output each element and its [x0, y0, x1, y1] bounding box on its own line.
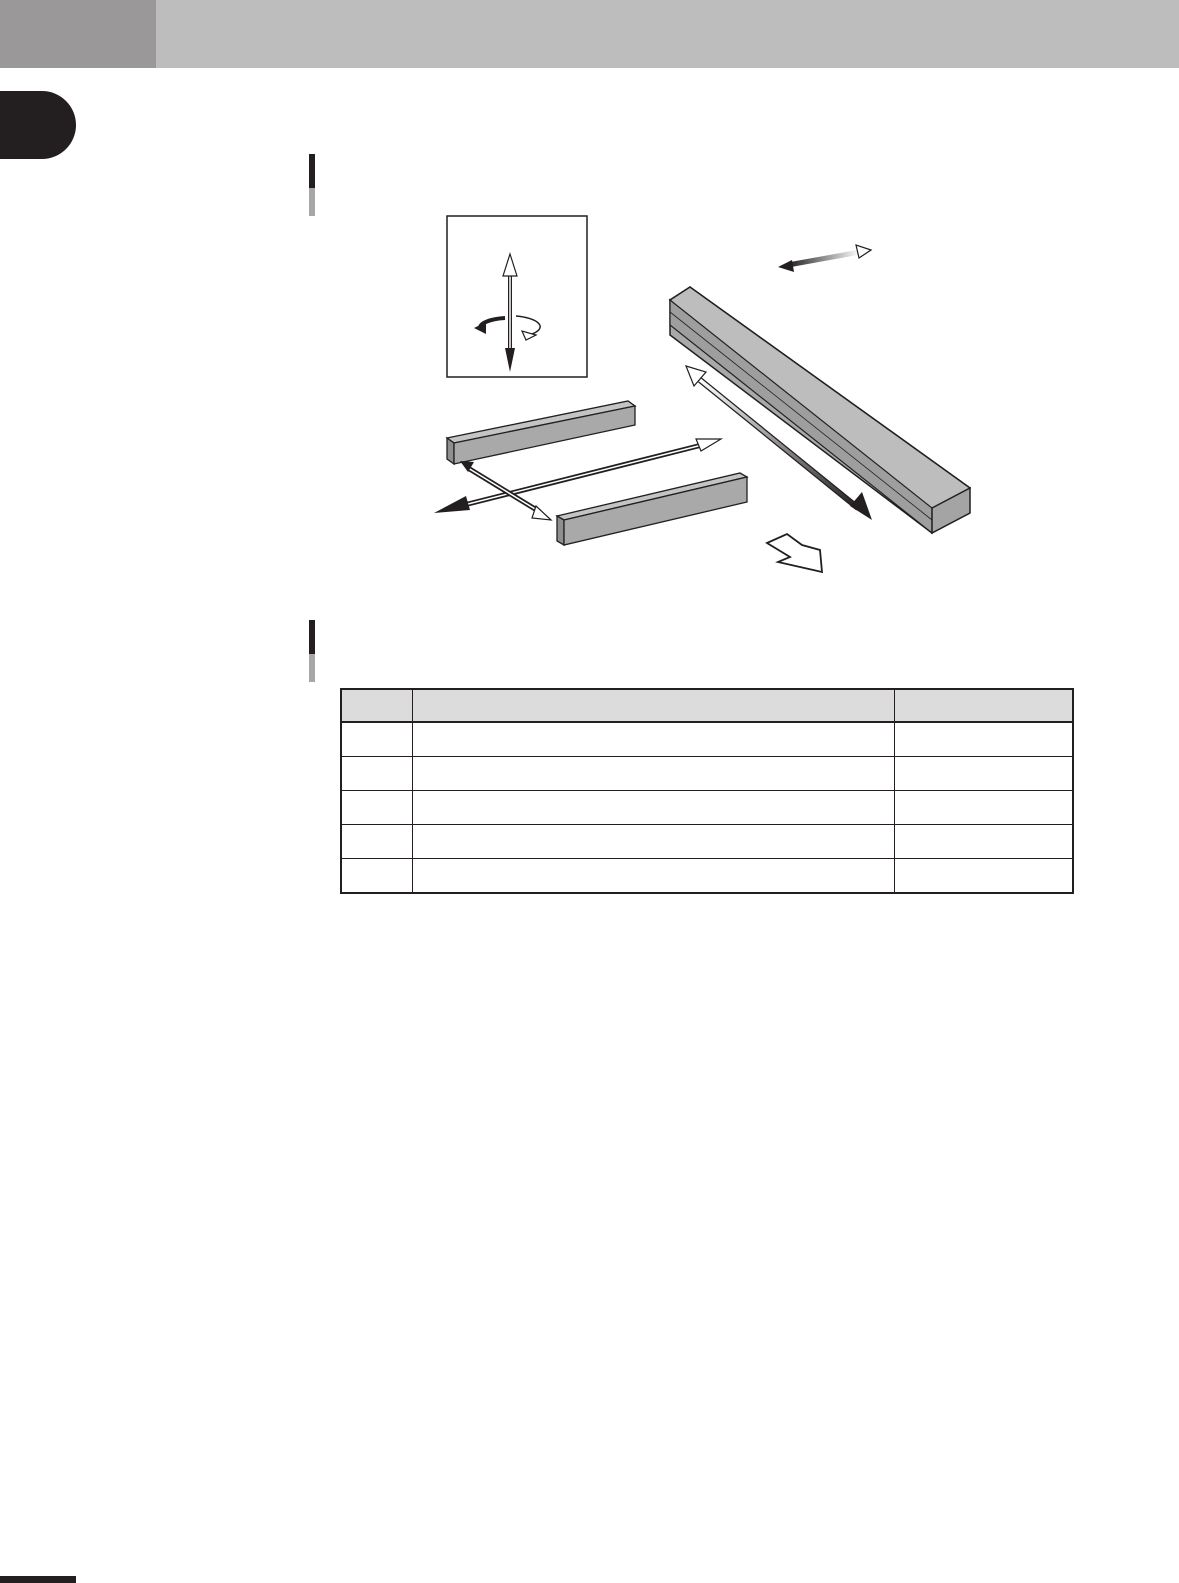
table-cell [895, 757, 1073, 791]
table-cell [413, 722, 895, 757]
spec-table [340, 688, 1074, 894]
table-cell [413, 757, 895, 791]
table-cell [341, 825, 413, 859]
short-bar-2 [557, 473, 747, 545]
table-cell [413, 825, 895, 859]
table-cell [895, 791, 1073, 825]
table-header-row [341, 689, 1073, 722]
table-cell [341, 791, 413, 825]
table-row [341, 757, 1073, 791]
header-bar [0, 0, 1179, 68]
section-marker-1 [309, 154, 315, 216]
table-cell [895, 859, 1073, 894]
table-row [341, 859, 1073, 894]
double-arrow-icon [778, 245, 871, 272]
table-cell [413, 859, 895, 894]
table-cell [341, 859, 413, 894]
header-chapter-block [0, 0, 156, 68]
table-row [341, 722, 1073, 757]
table-cell [413, 791, 895, 825]
footer-page-mark [0, 1576, 76, 1583]
short-bar-1 [447, 401, 635, 464]
table-cell [341, 757, 413, 791]
block-arrow-icon [767, 534, 822, 572]
table-row [341, 825, 1073, 859]
table-cell [895, 722, 1073, 757]
table-header-cell [895, 689, 1073, 722]
chapter-tab [0, 91, 76, 159]
table-header-cell [413, 689, 895, 722]
table-cell [895, 825, 1073, 859]
short-diagonal-arrow-icon [460, 461, 551, 520]
table-row [341, 791, 1073, 825]
table-cell [341, 722, 413, 757]
figure-illustration [400, 210, 1000, 600]
table-header-cell [341, 689, 413, 722]
inset-box [447, 216, 587, 377]
section-marker-2 [309, 620, 315, 682]
